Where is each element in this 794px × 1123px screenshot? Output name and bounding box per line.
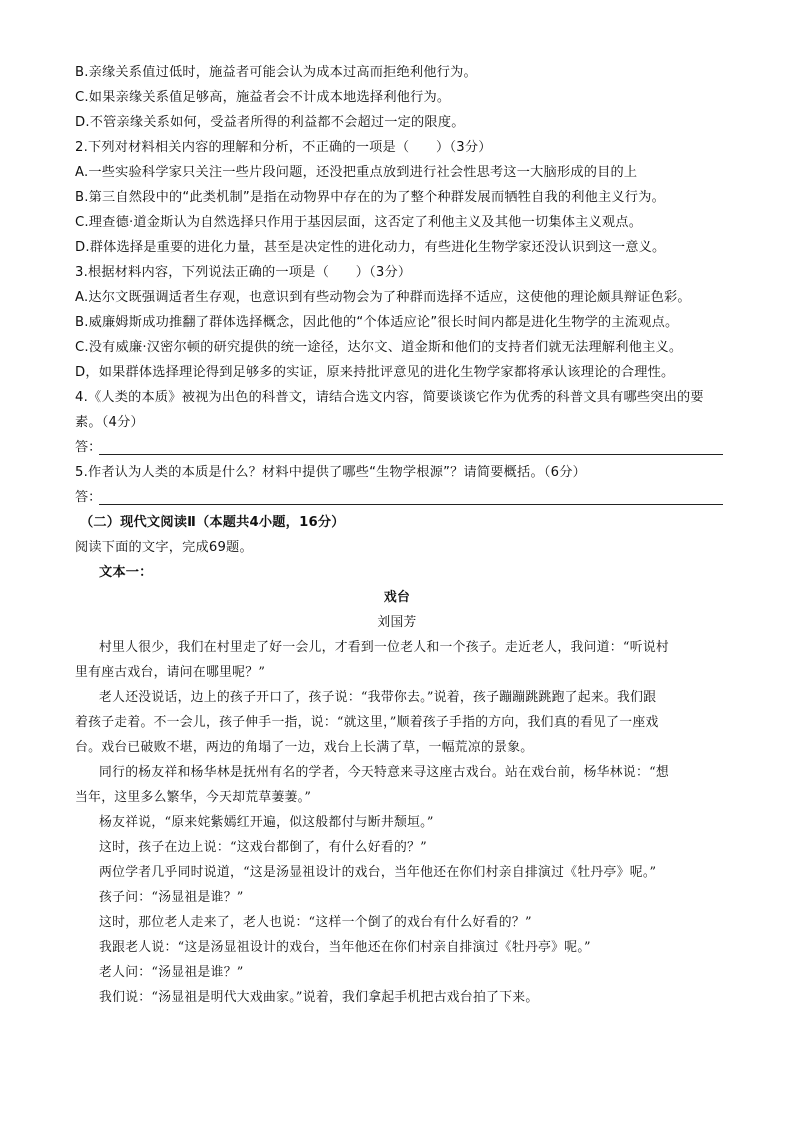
q3-option-a: A.达尔文既强调适者生存观，也意识到有些动物会为了种群而选择不适应，这使他的理论颇具辩证色彩。 — [75, 290, 691, 305]
paragraph-line: 村里人很少，我们在村里走了好一会儿，才看到一位老人和一个孩子。走近老人，我问道：“听说村 — [99, 640, 670, 655]
q3-option-d: D，如果群体选择理论得到足够多的实证，原来持批评意见的进化生物学家都将承认该理论的合理性。 — [75, 365, 675, 380]
q5-answer-line[interactable] — [99, 504, 723, 505]
q1-option-d: D.不管亲缘关系如何，受益者所得的利益都不会超过一定的限度。 — [75, 115, 465, 130]
story-title: 戏台 — [383, 590, 411, 605]
story-author: 刘国芳 — [377, 615, 417, 630]
q2-option-a: A.一些实验科学家只关注一些片段问题，还没把重点放到进行社会性思考这一大脑形成的目的上 — [75, 165, 638, 180]
q4-stem-line1: 4.《人类的本质》被视为出色的科普文，请结合选文内容，简要谈谈它作为优秀的科普文具有哪些突出的要 — [75, 390, 704, 405]
text-label: 文本一： — [99, 565, 153, 580]
q1-option-c: C.如果亲缘关系值足够高，施益者会不计成本地选择利他行为。 — [75, 90, 451, 105]
q2-stem: 2.下列对材料相关内容的理解和分析，不正确的一项是（ ）（3分） — [75, 140, 492, 155]
section-heading: （二）现代文阅读Ⅱ（本题共4小题，16分） — [80, 515, 345, 530]
q4-answer-line[interactable] — [99, 454, 723, 455]
paragraph-line: 这时，那位老人走来了，老人也说：“这样一个倒了的戏台有什么好看的？” — [99, 915, 532, 930]
paragraph-line: 里有座古戏台，请问在哪里呢？” — [75, 665, 266, 680]
q2-option-d: D.群体选择是重要的进化力量，甚至是决定性的进化动力，有些进化生物学家还没认识到这一意义。 — [75, 240, 666, 255]
reading-instruction: 阅读下面的文字，完成69题。 — [75, 540, 253, 555]
paragraph-line: 我跟老人说：“这是汤显祖设计的戏台，当年他还在你们村亲自排演过《牡丹亭》呢。” — [99, 940, 591, 955]
q5-answer-label: 答： — [75, 490, 102, 505]
paragraph-line: 当年，这里多么繁华，今天却荒草萋萋。” — [75, 790, 312, 805]
q2-option-b: B.第三自然段中的“此类机制”是指在动物界中存在的为了整个种群发展而牺牲自我的利他主义行为。 — [75, 190, 665, 205]
q2-option-c: C.理查德·道金斯认为自然选择只作用于基因层面，这否定了利他主义及其他一切集体主义观点。 — [75, 215, 643, 230]
paragraph-line: 孩子问：“汤显祖是谁？” — [99, 890, 244, 905]
paragraph-line: 杨友祥说，“原来姹紫嫣红开遍，似这般都付与断井颓垣。” — [99, 815, 434, 830]
q5-stem: 5.作者认为人类的本质是什么？材料中提供了哪些“生物学根源”？请简要概括。（6分） — [75, 465, 586, 480]
paragraph-line: 两位学者几乎同时说道，“这是汤显祖设计的戏台，当年他还在你们村亲自排演过《牡丹亭》呢。” — [99, 865, 657, 880]
q3-option-b: B.威廉姆斯成功推翻了群体选择概念，因此他的“个体适应论”很长时间内都是进化生物学的主流观点。 — [75, 315, 679, 330]
paragraph-line: 我们说：“汤显祖是明代大戏曲家。”说着，我们拿起手机把古戏台拍了下来。 — [99, 990, 539, 1005]
paragraph-line: 老人问：“汤显祖是谁？” — [99, 965, 244, 980]
paragraph-line: 这时，孩子在边上说：“这戏台都倒了，有什么好看的？” — [99, 840, 428, 855]
paragraph-line: 同行的杨友祥和杨华林是抚州有名的学者，今天特意来寻这座古戏台。站在戏台前，杨华林说：“想 — [99, 765, 670, 780]
paragraph-line: 老人还没说话，边上的孩子开口了，孩子说：“我带你去。”说着，孩子蹦蹦跳跳跑了起来。我们跟 — [99, 690, 657, 705]
q1-option-b: B.亲缘关系值过低时，施益者可能会认为成本过高而拒绝利他行为。 — [75, 65, 477, 80]
paragraph-line: 台。戏台已破败不堪，两边的角塌了一边，戏台上长满了草，一幅荒凉的景象。 — [75, 740, 534, 755]
q3-stem: 3.根据材料内容，下列说法正确的一项是（ ）（3分） — [75, 265, 412, 280]
q4-answer-label: 答： — [75, 440, 102, 455]
q3-option-c: C.没有威廉·汉密尔顿的研究提供的统一途径，达尔文、道金斯和他们的支持者们就无法理解利他主义。 — [75, 340, 683, 355]
q4-stem-line2: 素。（4分） — [75, 415, 144, 430]
paragraph-line: 着孩子走着。不一会儿，孩子伸手一指，说：“就这里，”顺着孩子手指的方向，我们真的看见了一座戏 — [75, 715, 659, 730]
